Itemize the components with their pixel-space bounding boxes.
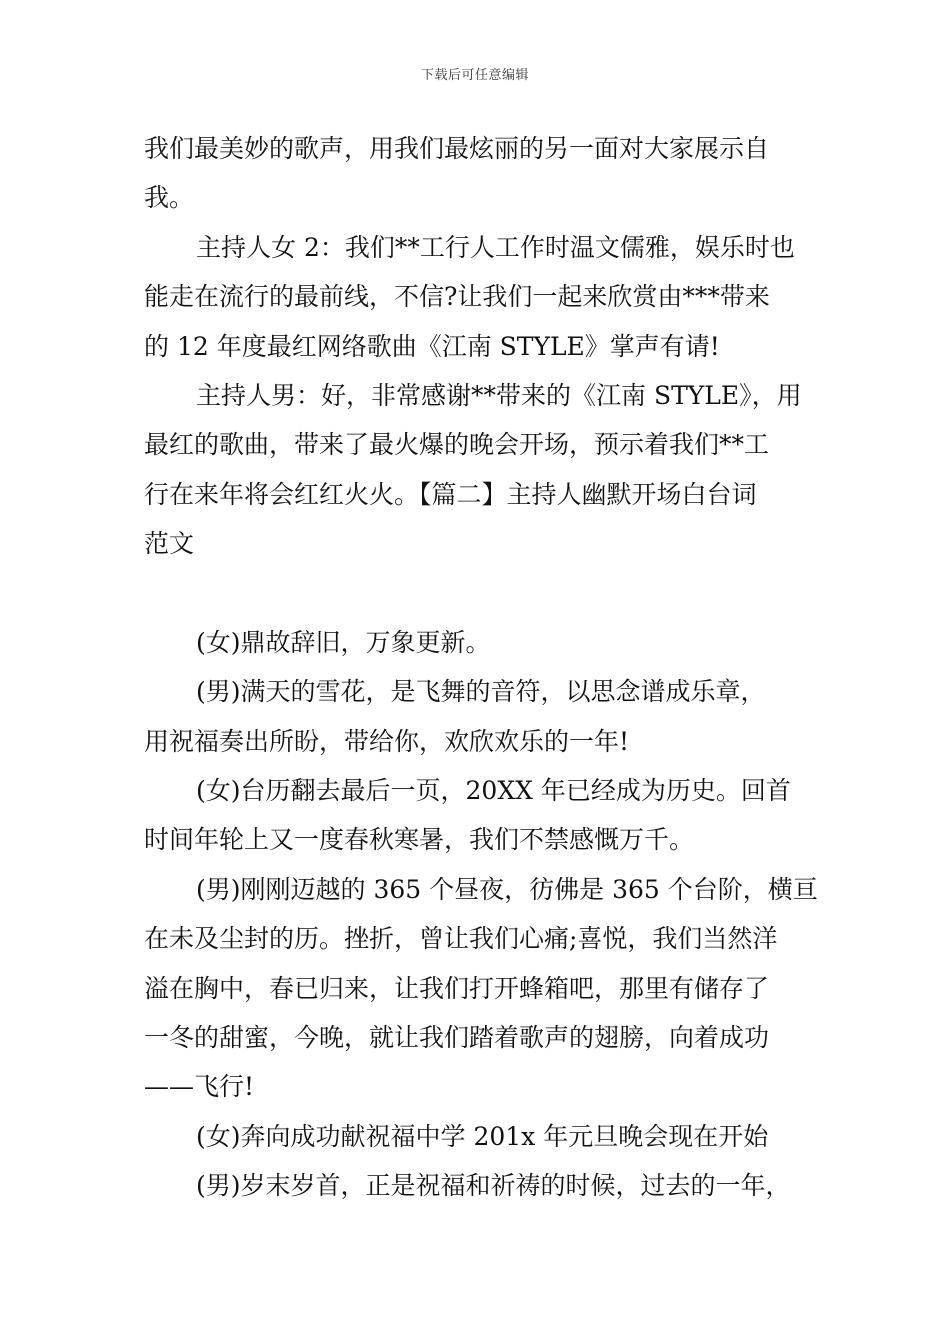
text-line: (男)岁末岁首，正是祝福和祈祷的时候，过去的一年， (196, 1171, 791, 1201)
text-line: 主持人男：好，非常感谢**带来的《江南 STYLE》，用 (196, 380, 802, 410)
text-line: 时间年轮上又一度春秋寒暑，我们不禁感慨万千。 (144, 825, 695, 855)
text-line: 的 12 年度最红网络歌曲《江南 STYLE》掌声有请! (144, 331, 720, 361)
text-line: (女)台历翻去最后一页，20XX 年已经成为历史。回首 (196, 776, 791, 806)
text-line: 我们最美妙的歌声，用我们最炫丽的另一面对大家展示自 (144, 134, 770, 163)
text-line: 溢在胸中，春已归来，让我们打开蜂箱吧，那里有储存了 (144, 973, 770, 1003)
text-line: 范文 (144, 529, 195, 559)
paragraph-gap (144, 569, 814, 618)
text-line: (女)奔向成功献祝福中学 201x 年元旦晚会现在开始 (196, 1121, 769, 1151)
text-line: (男)满天的雪花，是飞舞的音符，以思念谱成乐章， (196, 677, 766, 707)
text-line: 一冬的甜蜜，今晚，就让我们踏着歌声的翅膀，向着成功 (144, 1023, 770, 1053)
document-body (144, 124, 818, 1211)
text-line: (女)鼎故辞旧，万象更新。 (196, 627, 491, 657)
text-line: 主持人女 2：我们**工行人工作时温文儒雅，娱乐时也 (196, 232, 795, 262)
text-line: 行在来年将会红红火火。【篇二】主持人幽默开场白台词 (144, 479, 757, 509)
text-line: ——飞行! (144, 1072, 255, 1102)
text-line: (男)刚刚迈越的 365 个昼夜，彷佛是 365 个台阶，横亘 (196, 874, 818, 904)
text-line: 能走在流行的最前线，不信?让我们一起来欣赏由***带来 (144, 282, 770, 312)
page-header-note: 下载后可任意编辑 (420, 68, 529, 83)
text-line: 在未及尘封的历。挫折，曾让我们心痛;喜悦，我们当然洋 (144, 924, 778, 954)
text-line: 我。 (144, 183, 195, 213)
text-line: 最红的歌曲，带来了最火爆的晚会开场，预示着我们**工 (144, 430, 770, 460)
text-line: 用祝福奏出所盼，带给你，欢欣欢乐的一年! (144, 726, 630, 756)
